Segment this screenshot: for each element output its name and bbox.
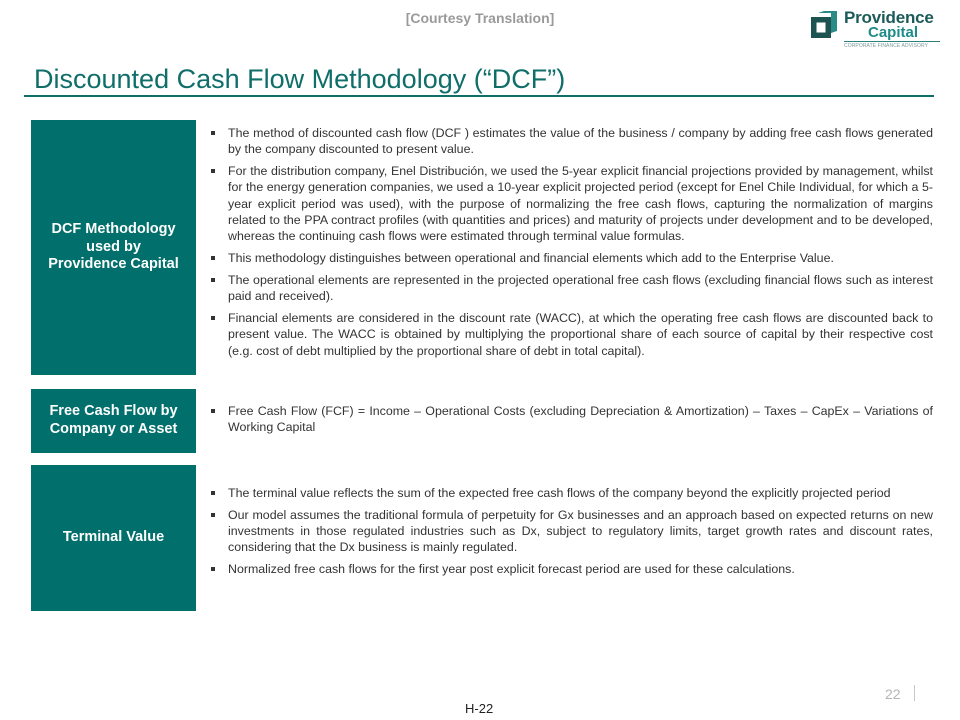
bullet-list — [209, 125, 933, 364]
label-line: Free Cash Flow by — [49, 403, 178, 420]
bullet-square-icon — [211, 513, 215, 517]
bullet-square-icon — [211, 131, 215, 135]
section-label-terminal-value — [31, 465, 196, 611]
section-terminal-value — [31, 465, 935, 611]
label-line: used by — [86, 238, 141, 255]
bullet-item: This methodology distinguishes between operational and financial elements which add to the Enterprise Value. — [209, 250, 933, 266]
bullet-square-icon — [211, 256, 215, 260]
page-number-divider — [914, 685, 915, 701]
logo-mark-icon — [810, 11, 838, 39]
bullet-item: Free Cash Flow (FCF) = Income – Operational Costs (excluding Depreciation & Amortization) – Taxes – CapEx – Variations of Working Capital — [209, 403, 933, 436]
bullet-list — [209, 485, 933, 583]
bullet-square-icon — [211, 316, 215, 320]
bullet-list — [209, 403, 933, 441]
bullet-item: Our model assumes the traditional formula of perpetuity for Gx businesses and an approach based on expected returns on new investments in those regulated industries such as Dx, subject to regulatory limits, target growth rates and discount rates, considering that the Dx business is mainly regulated. — [209, 507, 933, 556]
bullet-square-icon — [211, 567, 215, 571]
section-free-cash-flow — [31, 389, 935, 453]
bullet-item: The terminal value reflects the sum of the expected free cash flows of the company beyond the explicitly projected period — [209, 485, 933, 501]
bullet-square-icon — [211, 491, 215, 495]
section-label-dcf-methodology — [31, 120, 196, 375]
label-line: Providence Capital — [48, 256, 179, 273]
logo-name-line2: Capital — [868, 24, 919, 41]
courtesy-translation-note: [Courtesy Translation] — [405, 10, 555, 26]
page-number: 22 — [885, 686, 901, 702]
section-label-free-cash-flow — [31, 389, 196, 453]
logo-tagline: CORPORATE FINANCE ADVISORY — [844, 43, 929, 49]
bullet-item: Financial elements are considered in the discount rate (WACC), at which the operating free cash flows are discounted back to present value. The WACC is obtained by multiplying the proportional share of each source of capital by their respective cost (e.g. cost of debt multiplied by the proportional share of debt in total capital). — [209, 310, 933, 359]
exhibit-label: H-22 — [465, 701, 494, 716]
logo-divider — [844, 41, 940, 42]
label-line: DCF Methodology — [51, 220, 176, 237]
providence-capital-logo — [810, 9, 940, 49]
bullet-item: The method of discounted cash flow (DCF ) estimates the value of the business / company by adding free cash flows generated by the company discounted to present value. — [209, 125, 933, 158]
title-underline — [24, 95, 934, 97]
bullet-item: Normalized free cash flows for the first year post explicit forecast period are used for these calculations. — [209, 561, 933, 577]
bullet-square-icon — [211, 169, 215, 173]
bullet-square-icon — [211, 409, 215, 413]
logo-name-line1: Providence — [844, 8, 934, 27]
page-title: Discounted Cash Flow Methodology (“DCF”) — [34, 64, 566, 94]
label-line: Company or Asset — [49, 421, 178, 437]
bullet-item: For the distribution company, Enel Distribución, we used the 5-year explicit financial projections provided by management, whilst for the energy generation companies, we used a 10-year explicit projected period (except for Enel Chile Individual, for which a 5-year explicit period was used), with the purpose of normalizing the free cash flows, capturing the normalization of margins related to the PPA contract profiles (with quantities and prices) and maturity of projects under development and to be developed, whereas the continuing cash flows were estimated through terminal value formulas. — [209, 163, 933, 244]
bullet-item: The operational elements are represented in the projected operational free cash flows (excluding financial flows such as interest paid and received). — [209, 272, 933, 305]
bullet-square-icon — [211, 278, 215, 282]
label-line: Terminal Value — [62, 529, 165, 546]
section-dcf-methodology — [31, 120, 935, 375]
